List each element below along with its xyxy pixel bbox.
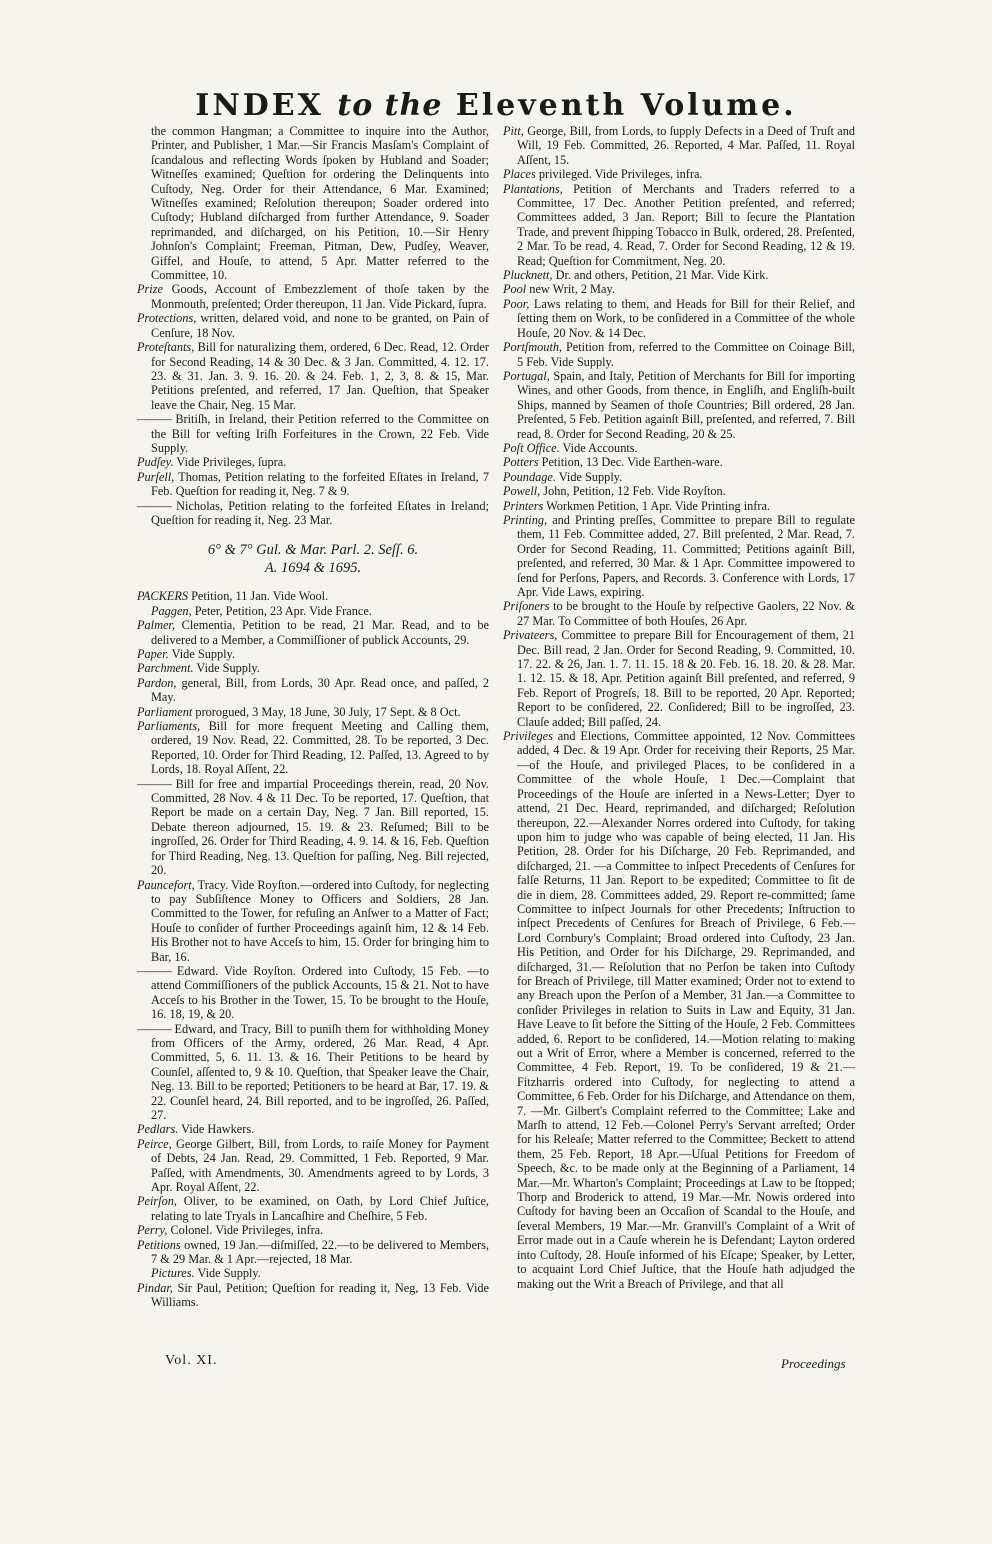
entry-heading: Poundage. (503, 469, 556, 484)
entry-text: Tracy. Vide Royſton.—ordered into Cuſtody, for neglecting to pay Subſiſtence Money to Officers and Soldiers, 28 Jan. Committed to the Tower, for refuſing an Anſwer to a Matter of Fact; Houſe to conſider of further Proceedings againſt him, 12 & 14 Feb. His Brother not to have Acceſs to him, 15. Order for bringing him to Bar, 16. (151, 877, 489, 964)
entry-heading: ——— (137, 776, 171, 791)
entry-text: Petition from, referred to the Committee on Coinage Bill, 5 Feb. Vide Supply. (517, 340, 855, 369)
header-eleventh-volume: Eleventh Volume. (455, 88, 797, 123)
entry-heading: ——— (137, 963, 171, 978)
entry-heading: Pitt, (503, 124, 524, 138)
index-entry (503, 441, 855, 455)
left-column (137, 124, 489, 1310)
entry-text: Thomas, Petition relating to the forfeited Eſtates in Ireland, 7 Feb. Queſtion for reading it, Neg. 7 & 9. (151, 469, 489, 499)
index-entry (503, 340, 855, 369)
entry-text: Vide Accounts. (559, 440, 638, 455)
entry-heading: Parliament (137, 704, 193, 719)
entry-heading: Printers (503, 498, 544, 513)
entry-heading: Pardon, (137, 675, 177, 690)
entry-heading: Purſell, (137, 469, 175, 484)
header-to-the: to the (337, 88, 443, 123)
entry-heading: Paggen, (151, 603, 192, 618)
left-entries-top (137, 124, 489, 527)
index-entry (137, 661, 489, 675)
entry-heading: PACKERS (137, 589, 189, 604)
entry-heading: Poor, (503, 296, 530, 311)
volume-signature: Vol. XI. (165, 1353, 218, 1368)
index-entry (137, 618, 489, 647)
index-entry (503, 729, 855, 1291)
index-entry (503, 297, 855, 340)
entry-text: Britiſh, in Ireland, their Petition referred to the Committee on the Bill for veſting Iriſh Forfeitures in the Crown, 22 Feb. Vide Supply. (151, 412, 489, 455)
entry-heading: Proteſtants, (137, 340, 195, 355)
entry-heading: Peirſon, (137, 1194, 177, 1209)
index-entry (137, 719, 489, 777)
index-entry (503, 599, 855, 628)
entry-heading: Portſmouth, (503, 340, 563, 355)
entry-text: Oliver, to be examined, on Oath, by Lord Chief Juſtice, relating to late Tryals in Lancaſhire and Cheſhire, 5 Feb. (151, 1194, 489, 1223)
index-entry (137, 470, 489, 499)
entry-text: general, Bill, from Lords, 30 Apr. Read once, and paſſed, 2 May. (151, 675, 489, 705)
entry-text: Dr. and others, Petition, 21 Mar. Vide Kirk. (552, 268, 769, 283)
index-entry (137, 878, 489, 964)
entry-heading: Plucknett, (503, 268, 553, 283)
entry-text: Edward. Vide Royſton. Ordered into Cuſtody, 15 Feb. —to attend Commiſſioners of the publick Accounts, 15 & 21. Not to have Acceſs to his Brother in the Tower, 15. To be brought to the Houſe, 16. 18, 19, & 20. (151, 963, 489, 1022)
entry-text: Colonel. Vide Privileges, infra. (167, 1223, 324, 1238)
entry-heading: Prize (137, 282, 163, 297)
entry-heading: Privateers, (503, 628, 558, 643)
index-entry (137, 1281, 489, 1310)
entry-heading: Parliaments, (137, 719, 201, 734)
entry-text: Vide Supply. (555, 469, 623, 484)
running-header (0, 88, 992, 123)
entry-heading: Pauncefort, (137, 877, 195, 892)
entry-heading: Pool (503, 282, 527, 297)
index-entry (137, 340, 489, 412)
index-entry (137, 455, 489, 469)
entry-text: and Elections, Committee appointed, 12 Nov. Committees added, 4 Dec. & 19 Apr. Order for receiving their Reports, 25 Mar.—of the Houſe, and privileged Places, to be conſidered in a Committee of the whole Houſe, 1 Dec.—Complaint that Proceedings of the Houſe are inſerted in a News-Letter; Dyer to attend, 21 Dec. Heard, reprimanded, and diſcharged; Reſolution thereupon, 22.—Alexander Norres ordered into Cuſtody, for taking upon him to judge who was capable of being elected, 11 Jan. His Petition, 28. Order for his Diſcharge, 20 Feb. Reprimanded, and diſcharged, 21. —a Committee to inſpect Precedents of Cenſures for falſe Returns, 11 Jan. Report to be expedited; Committee to ſit de die in diem, 28. Committees added, 29. Report re-committed; ſame Committee to inſpect Journals for other Precedents; Inſtruction to inſpect Precedents of Cenſures for Breach of Privilege, 6 Feb.—Lord Cornbury's Complaint; Broad ordered into Cuſtody, 23 Jan. His Petition, and Order for his Diſcharge, 29. Reprimanded, and diſcharged, 31.— Reſolution that no Perſon be taken into Cuſtody for Breach of Privilege, till Matter examined; Order not to extend to any Breach upon the Perſon of a Member, 31 Jan.—a Committee to conſider Privileges in relation to Suits in Law and Equity, 31 Jan. Have Leave to ſit before the Sitting of the Houſe, 2 Feb. Committees added, 6. Report to be conſidered, 14.—Motion relating to making out a Writ of Error, where a Member is concerned, referred to the Committee, 4 Feb. Report, 19. To be conſidered, 19 & 21.—Fitzharris ordered into Cuſtody, for neglecting to attend a Committee, 6 Feb. Order for his Diſcharge, and Attendance on them, 7. —Mr. Gilbert's Complaint referred to the Committee; Lake and Marſh to attend, 12 Feb.—Colonel Perry's Servant arreſted; Order for his Releaſe; Matter referred to the Committee; Beckett to attend them, 25 Feb. Report, 18 Apr.—Uſual Petitions for Freedom of Speech, &c. to be made only at the Beginning of a Parliament, 14 Mar.—Mr. Wharton's Complaint; Proceedings at Law to be ſtopped; Thorp and Broderick to attend, 19 Mar.—Mr. Nowis ordered into Cuſtody for having been an Occaſion of Scandal to the Houſe, and ſeveral Members, 19 Mar.—Mr. Granvill's Complaint of a Writ of Error made out in a Cauſe wherein he is Defendant; Layton ordered into Cuſtody, 28. Houſe informed of his Eſcape; Speaker, by Letter, to acquaint Lord Chief Juſtice, that the Houſe hath adjudged the making out the Writ a Breach of Privilege, and that all (517, 729, 855, 1291)
entry-heading: Plantations, (503, 181, 563, 196)
index-entry (137, 589, 489, 603)
right-entries (503, 124, 855, 1291)
entry-text: Laws relating to them, and Heads for Bill for their Relief, and ſetting them on Work, to be conſidered in a Committee of the whole Houſe, 20 Nov. & 14 Dec. (517, 296, 855, 340)
entry-heading: Petitions (137, 1237, 181, 1252)
entry-heading: Peirce, (137, 1136, 172, 1151)
index-entry (137, 604, 489, 618)
entry-heading: Portugal, (503, 368, 550, 383)
entry-text: Bill for naturalizing them, ordered, 6 Dec. Read, 12. Order for Second Reading, 14 & 30 Dec. & 3 Jan. Committed, 4. 12. 17. 23. & 31. Jan. 3. 9. 16. 20. & 24. Feb. 1, 2, 3, 8. & 15, Mar. Petitions preſented, and referred, 17 Jan. Queſtion, that Speaker leave the Chair, Neg. 15 Mar. (151, 340, 489, 412)
entry-heading: Perry, (137, 1223, 168, 1238)
entry-heading: Privileges (503, 729, 553, 744)
entry-text: privileged. Vide Privileges, infra. (535, 167, 703, 182)
entry-text: Goods, Account of Embezzlement of thoſe taken by the Monmouth, preſented; Order thereupon, 11 Jan. Vide Pickard, ſupra. (151, 282, 489, 311)
right-column (503, 124, 855, 1291)
entry-heading: Paper. (137, 647, 169, 661)
entry-text: to be brought to the Houſe by reſpective Gaolers, 22 Nov. & 27 Mar. To Committee of both Houſes, 26 Apr. (517, 599, 855, 628)
entry-text: Edward, and Tracy, Bill to puniſh them for withholding Money from Officers of the Army, ordered, 26 Mar. Read, 4 Apr. Committed, 5, 6. 11. 13. & 16. Their Petitions to be heard by Counſel, aſſented to, 9 & 10. Queſtion, that Speaker leave the Chair, Neg. 13. Bill to be reported; Petitioners to be heard at Bar, 17. 19. & 22. Counſel heard, 24. Bill reported, and to be ingroſſed, 26. Paſſed, 27. (151, 1021, 489, 1122)
index-entry (503, 369, 855, 441)
entry-text: owned, 19 Jan.—diſmiſſed, 22.—to be delivered to Members, 7 & 29 Mar. & 1 Apr.—rejected, 18 Mar. (151, 1237, 489, 1267)
index-entry (137, 676, 489, 705)
entry-text: Vide Supply. (193, 661, 260, 676)
index-entry (137, 1022, 489, 1123)
entry-heading: Palmer, (137, 618, 175, 633)
entry-text: written, delared void, and none to be granted, on Pain of Cenſure, 18 Nov. (151, 311, 489, 340)
entry-text: George, Bill, from Lords, to ſupply Defects in a Deed of Truſt and Will, 19 Feb. Committed, 26. Reported, 4 Mar. Paſſed, 11. Royal Aſſent, 15. (517, 124, 855, 167)
entry-text: Vide Hawkers. (178, 1122, 255, 1137)
index-entry (137, 124, 489, 282)
index-entry (137, 282, 489, 311)
entry-heading: Protections, (137, 311, 197, 326)
index-entry (503, 268, 855, 282)
entry-heading: Places (503, 167, 536, 182)
index-entry (137, 1137, 489, 1195)
index-entry (137, 777, 489, 878)
index-entry (503, 628, 855, 729)
entry-heading: Priſoners (503, 599, 550, 614)
index-entry (503, 484, 855, 498)
entry-text: new Writ, 2 May. (526, 282, 615, 297)
entry-text: Vide Supply. (194, 1266, 261, 1281)
index-entry (137, 412, 489, 455)
index-entry (503, 124, 855, 167)
entry-text: Workmen Petition, 1 Apr. Vide Printing infra. (543, 498, 770, 513)
entry-text: Vide Privileges, ſupra. (173, 455, 287, 470)
index-entry (503, 470, 855, 484)
entry-text: John, Petition, 12 Feb. Vide Royſton. (540, 484, 726, 499)
entry-heading: Potters (503, 455, 539, 470)
entry-text: Nicholas, Petition relating to the forfeited Eſtates in Ireland; Queſtion for reading it, Neg. 23 Mar. (151, 498, 489, 527)
entry-text: Vide Supply. (168, 647, 235, 661)
entry-heading: ——— (137, 1021, 171, 1036)
entry-heading: Pedlars. (137, 1122, 179, 1137)
entry-text: George Gilbert, Bill, from Lords, to raiſe Money for Payment of Debts, 24 Jan. Read, 29. Committed, 1 Feb. Reported, 9 Mar. Paſſed, with Amendments, 30. Amendments agreed to by Lords, 3 Apr. Royal Aſſent, 22. (151, 1136, 489, 1195)
entry-text: Peter, Petition, 23 Apr. Vide France. (191, 603, 372, 618)
index-entry (137, 964, 489, 1022)
entry-text: Bill for free and impartial Proceedings therein, read, 20 Nov. Committed, 28 Nov. 4 & 11 Dec. To be reported, 17. Queſtion, that Report be made on a certain Day, Neg. 7 Jan. Bill reported, 15. Debate thereon adjourned, 15. 19. & 23. Reſumed; Bill to be ingroſſed, 26. Order for Third Reading, 4. 9. 14. & 16, Feb. Queſtion for Third Reading, Neg. 13. Queſtion for paſſing, Neg. Bill rejected, 20. (151, 776, 489, 878)
index-entry (137, 1223, 489, 1237)
entry-heading: Printing, (503, 512, 548, 527)
index-entry (137, 1194, 489, 1223)
entry-heading: Poſt Office. (503, 440, 560, 455)
index-entry (503, 167, 855, 181)
session-line-1: 6° & 7° Gul. & Mar. Parl. 2. Seſſ. 6. (207, 542, 419, 559)
entry-heading: ——— (137, 498, 171, 513)
index-entry (503, 282, 855, 296)
index-entry (503, 513, 855, 599)
index-entry (503, 182, 855, 268)
catchword: Proceedings (781, 1356, 846, 1371)
entry-text: Petition of Merchants and Traders referred to a Committee, 17 Dec. Another Petition preſented, and referred; Committees added, 3 Jan. Report; Bill to ſecure the Plantation Trade, and prevent ſhipping Tobacco in Bulk, ordered, 28. Preſented, 2 Mar. To be read, 4. Read, 7. Order for Second Reading, 12 & 19. Read; Queſtion for Commitment, Neg. 20. (517, 181, 855, 268)
index-entry (137, 499, 489, 528)
entry-text: Petition, 11 Jan. Vide Wool. (188, 589, 329, 604)
entry-text: Clementia, Petition to be read, 21 Mar. Read, and to be delivered to a Member, a Commiſſioner of publick Accounts, 29. (151, 618, 489, 647)
index-entry (137, 311, 489, 340)
index-entry (137, 1122, 489, 1136)
entry-text: the common Hangman; a Committee to inquire into the Author, Printer, and Publisher, 1 Mar.—Sir Francis Masſam's Complaint of ſcandalous and reflecting Words ſpoken by Hubland and Soader; Witneſſes examined; Queſtion for ordering the Delinquents into Cuſtody, Neg. Order for their Attendance, 6 Mar. Examined; Witneſſes examined; Reſolution thereupon; Soader ordered into Cuſtody; Hubland diſcharged from further Attendance, 9. Soader reprimanded, and diſcharged, on his Petition, 10.—Sir Henry Johnſon's Complaint; Freeman, Pitman, Dew, Pudſey, Weaver, Giffel, and Houſe, to attend, 5 Apr. Matter referred to the Committee, 10. (151, 124, 489, 283)
entry-heading: Pudſey. (137, 455, 174, 470)
entry-heading: Pindar, (137, 1280, 173, 1295)
index-entry (137, 1266, 489, 1280)
index-entry (137, 647, 489, 661)
entry-heading: Parchment. (137, 661, 194, 676)
index-entry (137, 705, 489, 719)
session-line-2: A. 1694 & 1695. (264, 560, 362, 577)
entry-heading: ——— (137, 412, 171, 427)
entry-text: Petition, 13 Dec. Vide Earthen-ware. (538, 455, 723, 470)
entry-text: and Printing preſſes, Committee to prepare Bill to regulate them, 11 Feb. Committee added, 27. Bill preſented, 2 Mar. Read, 7. Order for Second Reading, 11. Committed; Petitions againſt Bill, preſented, and referred, 30 Mar. & 1 Apr. Committee impowered to ſend for Perſons, Papers, and Records. 3. Conference with Lords, 17 Apr. Vide Laws, expiring. (517, 512, 855, 599)
index-entry (137, 1238, 489, 1267)
entry-heading: Powell, (503, 484, 541, 499)
entry-text: Spain, and Italy, Petition of Merchants for Bill for importing Wines, and other Goods, from thence, in Engliſh, and Engliſh-built Ships, manned by Seamen of thoſe Countries; Bill ordered, 28 Jan. Preſented, 5 Feb. Petition againſt Bill, preſented, and referred, 7. Bill read, 8. Order for Second Reading, 20 & 25. (517, 368, 855, 441)
session-heading (137, 541, 489, 577)
entry-heading: Pictures. (151, 1266, 195, 1281)
entry-text: prorogued, 3 May, 18 June, 30 July, 17 Sept. & 8 Oct. (192, 704, 461, 719)
index-entry (503, 455, 855, 469)
entry-text: Bill for more frequent Meeting and Calling them, ordered, 19 Nov. Read, 22. Committed, 28. To be reported, 3 Dec. Reported, 10. Order for Third Reading, 12. Paſſed, 13. Agreed to by Lords, 18. Royal Aſſent, 22. (151, 719, 489, 777)
left-entries-bottom (137, 589, 489, 1309)
entry-text: Committee to prepare Bill for Encouragement of them, 21 Dec. Bill read, 2 Jan. Order for Second Reading, 9. Committed, 10. 17. 22. & 26, Jan. 1. 7. 11. 15. 18 & 20. Feb. 16. 18. 20. & 28. Mar. 1. 12. 15. & 18, Apr. Petition againſt Bill preſented, and referred, 9 Feb. Report of Progreſs, 18. Bill to be reported, 20 Apr. Reported; Report to be conſidered, 22. Conſidered; Bill to be ingroſſed, 23. Clauſe added; Bill paſſed, 24. (517, 628, 855, 729)
entry-text: Sir Paul, Petition; Queſtion for reading it, Neg, 13 Feb. Vide Williams. (151, 1280, 489, 1310)
header-index: INDEX (195, 88, 324, 123)
index-entry (503, 499, 855, 513)
